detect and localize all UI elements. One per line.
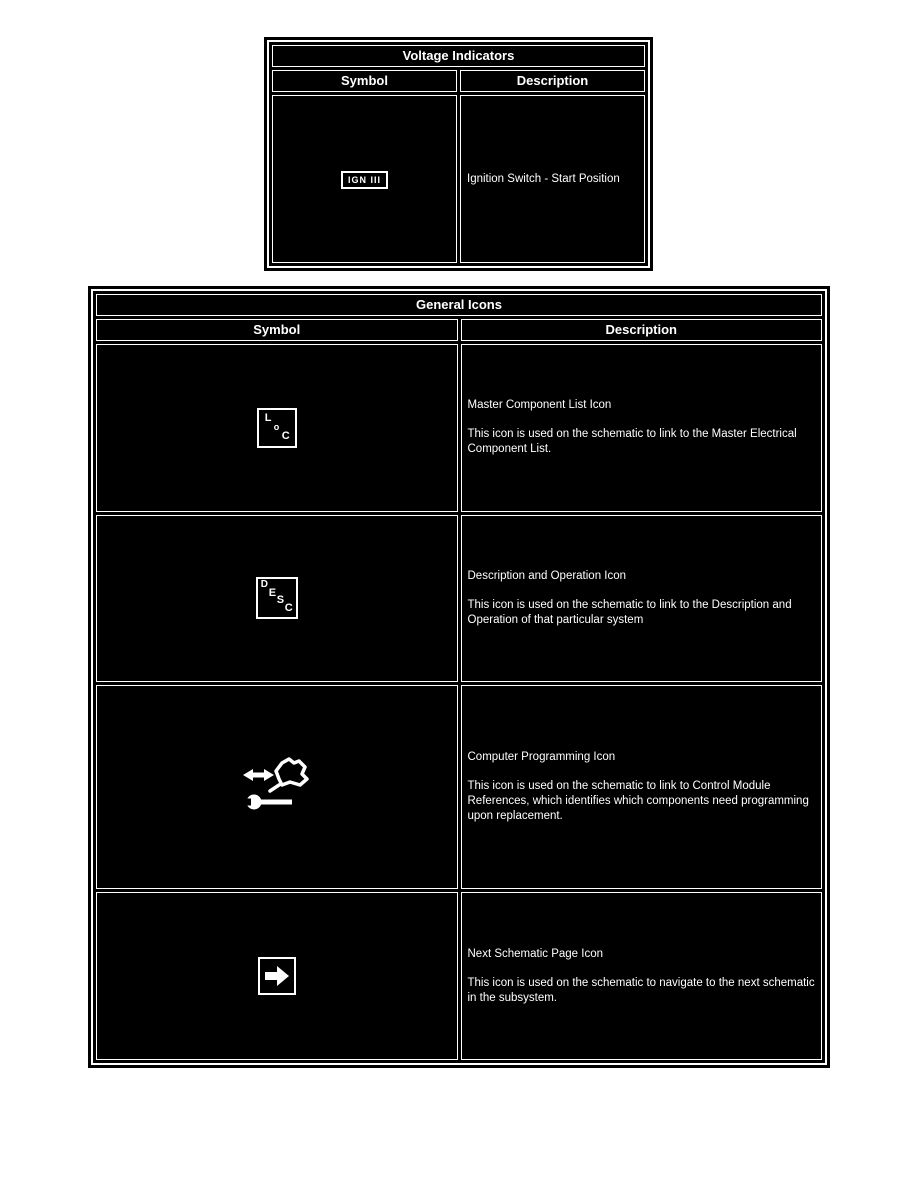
voltage-description-text: Ignition Switch - Start Position	[467, 172, 620, 185]
general-column-description: Description	[461, 319, 823, 341]
desc-letter-d: D	[260, 579, 268, 591]
icon-heading: Description and Operation Icon	[467, 569, 627, 582]
voltage-symbol-cell	[272, 95, 457, 263]
icon-body: This icon is used on the schematic to link to Control Module References, which identifies which components need programming upon replacement.	[467, 780, 809, 823]
table-row	[96, 344, 822, 512]
next-schematic-page-icon	[258, 957, 296, 995]
icon-body: This icon is used on the schematic to link to the Description and Operation of that particular system	[467, 598, 792, 626]
general-symbol-cell-1	[96, 344, 458, 512]
table-row	[96, 685, 822, 889]
icon-heading: Computer Programming Icon	[467, 751, 616, 764]
icon-body: This icon is used on the schematic to link to the Master Electrical Component List.	[467, 428, 797, 456]
desc-letter-c: C	[284, 602, 293, 615]
table-row	[272, 95, 645, 263]
voltage-column-symbol: Symbol	[272, 70, 457, 92]
icon-heading: Master Component List Icon	[467, 399, 612, 412]
general-title-row	[96, 294, 822, 316]
ign-iii-badge-icon: IGN III	[341, 171, 388, 189]
general-symbol-cell-4	[96, 892, 458, 1060]
general-description-cell-4	[461, 892, 823, 1060]
desc-letter-s: S	[276, 594, 285, 607]
desc-letter-e: E	[268, 587, 277, 600]
icon-heading: Next Schematic Page Icon	[467, 947, 604, 960]
voltage-title-row	[272, 45, 645, 67]
general-table-title: General Icons	[96, 294, 822, 316]
loc-letter-o: o	[273, 421, 280, 432]
voltage-header-row	[272, 70, 645, 92]
loc-letter-c: C	[281, 429, 290, 442]
voltage-table-title: Voltage Indicators	[272, 45, 645, 67]
general-icons-grid	[91, 289, 827, 1065]
general-icons-table	[88, 286, 830, 1068]
master-component-list-icon	[257, 408, 297, 448]
voltage-column-description: Description	[460, 70, 645, 92]
general-symbol-cell-2	[96, 515, 458, 683]
voltage-description-cell	[460, 95, 645, 263]
general-description-cell-1	[461, 344, 823, 512]
icon-body: This icon is used on the schematic to navigate to the next schematic in the subsystem.	[467, 976, 815, 1004]
computer-programming-icon	[242, 757, 312, 818]
voltage-indicators-grid	[267, 40, 650, 268]
general-symbol-cell-3	[96, 685, 458, 889]
general-column-symbol: Symbol	[96, 319, 458, 341]
table-row	[96, 892, 822, 1060]
loc-letter-l: L	[264, 411, 272, 424]
general-header-row	[96, 319, 822, 341]
voltage-indicators-table	[264, 37, 653, 271]
general-description-cell-2	[461, 515, 823, 683]
general-description-cell-3	[461, 685, 823, 889]
table-row	[96, 515, 822, 683]
description-and-operation-icon	[256, 577, 298, 619]
